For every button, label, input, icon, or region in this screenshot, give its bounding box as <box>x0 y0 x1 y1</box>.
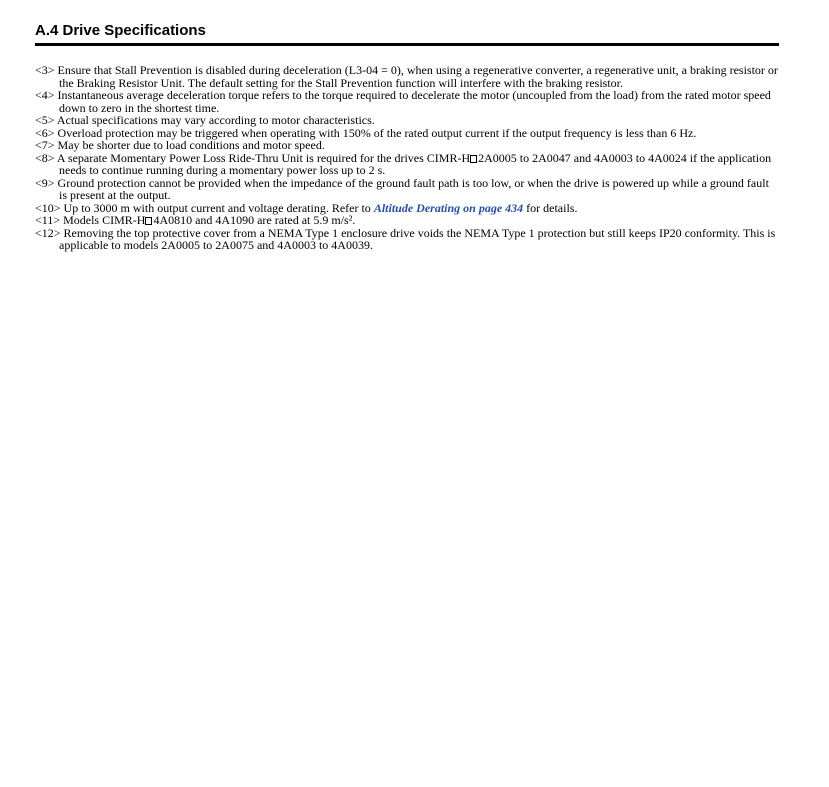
footnote-4 <box>35 89 779 114</box>
footnote-marker: <3> <box>35 63 55 77</box>
footnote-10 <box>35 202 779 215</box>
footnote-marker: <6> <box>35 125 55 140</box>
footnote-3 <box>35 64 779 89</box>
footnote-text-start: A separate Momentary Power Loss Ride-Thru Unit is required for the drives CIMR-H <box>56 150 471 165</box>
model-placeholder-box-icon <box>145 217 152 225</box>
footnote-text: Ground protection cannot be provided when the impedance of the ground fault path is too low, or when the drive is powered up while a ground fault is present at the output. <box>57 175 769 202</box>
footnote-text: May be shorter due to load conditions and motor speed. <box>57 138 325 152</box>
footnote-text: Overload protection may be triggered when operating with 150% of the rated output current if the output frequency is less than 6 Hz. <box>57 125 697 140</box>
footnote-text-end: 4A0810 and 4A1090 are rated at 5.9 m/s². <box>153 213 356 227</box>
section-title: A.4 Drive Specifications <box>35 22 206 39</box>
footnote-9 <box>35 177 779 202</box>
footnote-12 <box>35 227 779 252</box>
footnote-marker: <12> <box>35 225 61 240</box>
footnote-marker: <11> <box>35 213 61 227</box>
model-placeholder-box-icon <box>470 155 477 163</box>
footnote-text: Actual specifications may vary according to motor characteristics. <box>56 113 375 127</box>
altitude-derating-link[interactable]: Altitude Derating on page 434 <box>373 200 524 215</box>
footnote-text: Ensure that Stall Prevention is disabled during deceleration (L3-04 = 0), when using a regenerative converter, a regenerative unit, a braking resistor or the Braking Resistor Unit. The default setting for the Stall Prevention function will interfere with the braking resistor. <box>57 63 778 90</box>
footnote-marker: <9> <box>35 175 55 190</box>
footnote-text-end: for details. <box>523 200 578 215</box>
footnote-text-start: Models CIMR-H <box>63 213 146 227</box>
title-rule <box>35 43 779 46</box>
footnote-text: Instantaneous average deceleration torque refers to the torque required to decelerate the motor (uncoupled from the load) from the rated motor speed down to zero in the shortest time. <box>57 88 771 115</box>
footnote-marker: <7> <box>35 138 55 152</box>
footnote-marker: <4> <box>35 88 55 102</box>
footnote-8 <box>35 152 779 177</box>
footnote-text-end: 2A0005 to 2A0047 and 4A0003 to 4A0024 if the application needs to continue running during a momentary power loss up to 2 s. <box>59 150 772 177</box>
footnote-marker: <10> <box>35 200 61 215</box>
footnote-text: Removing the top protective cover from a NEMA Type 1 enclosure drive voids the NEMA Type 1 protection but still keeps IP20 conformity. This is applicable to models 2A0005 to 2A0075 and 4A0003 to 4A0039. <box>59 225 776 252</box>
footnote-marker: <5> <box>35 113 55 127</box>
footnote-marker: <8> <box>35 150 55 165</box>
footnote-list <box>35 64 779 252</box>
footnote-text-start: Up to 3000 m with output current and voltage derating. Refer to <box>63 200 374 215</box>
